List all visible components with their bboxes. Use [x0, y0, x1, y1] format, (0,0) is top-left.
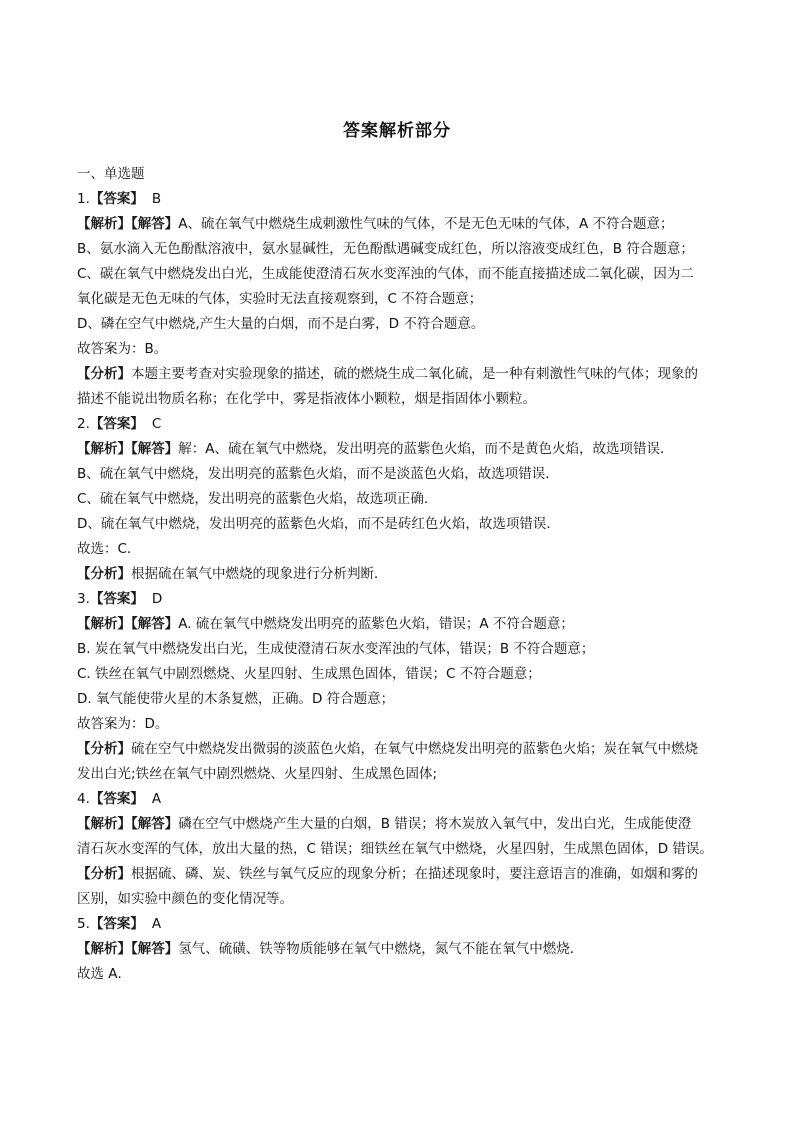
analysis-text: A. 硫在氧气中燃烧发出明亮的蓝紫色火焰，错误；A 不符合题意； — [178, 616, 574, 632]
analysis-line — [77, 937, 717, 962]
analysis-line — [77, 437, 717, 462]
fenxi-line — [77, 362, 717, 387]
fenxi-text: 发出白光;铁丝在氧气中剧烈燃烧、火星四射、生成黑色固体; — [77, 766, 438, 782]
question-2 — [77, 412, 717, 587]
answer-line — [77, 187, 717, 212]
answer-line — [77, 787, 717, 812]
fenxi-tag: 【分析】 — [77, 741, 131, 757]
fenxi-text: 硫在空气中燃烧发出微弱的淡蓝色火焰，在氧气中燃烧发出明亮的蓝紫色火焰；炭在氧气中燃烧 — [131, 741, 698, 757]
answer-value: D — [151, 591, 163, 607]
question-5 — [77, 912, 717, 987]
analysis-tag: 【解析】 — [77, 216, 131, 232]
answer-tag: 【答案】 — [89, 191, 144, 207]
analysis-text: A、硫在氧气中燃烧生成刺激性气味的气体，不是无色无味的气体，A 不符合题意； — [178, 216, 674, 232]
analysis-text: B、硫在氧气中燃烧，发出明亮的蓝紫色火焰，而不是淡蓝色火焰，故选项错误． — [77, 466, 559, 482]
fenxi-text: 根据硫、磷、炭、铁丝与氧气反应的现象分析；在描述现象时，要注意语言的准确，如烟和雾的 — [131, 866, 698, 882]
analysis-text: 清石灰水变浑的气体，放出大量的热，C 错误；细铁丝在氧气中燃烧，火星四射，生成黑色固体，D 错误。 — [77, 841, 713, 857]
section-heading: 一、单选题 — [77, 166, 145, 182]
fenxi-text: 本题主要考查对实验现象的描述，硫的燃烧生成二氧化硫，是一种有刺激性气味的气体；现象的 — [131, 366, 698, 382]
question-3 — [77, 587, 717, 787]
analysis-text: B、氨水滴入无色酚酞溶液中，氨水显碱性，无色酚酞遇碱变成红色，所以溶液变成红色，B 符合题意； — [77, 241, 694, 257]
answer-content — [77, 162, 717, 987]
answer-line — [77, 912, 717, 937]
question-4 — [77, 787, 717, 912]
analysis-text: 解：A、硫在氧气中燃烧，发出明亮的蓝紫色火焰，而不是黄色火焰，故选项错误． — [178, 441, 674, 457]
analysis-line — [77, 612, 717, 637]
solution-tag: 【解答】 — [131, 816, 179, 832]
analysis-text: B. 炭在氧气中燃烧发出白光，生成使澄清石灰水变浑浊的气体，错误；B 不符合题意； — [77, 641, 595, 657]
analysis-line — [77, 212, 717, 237]
fenxi-tag: 【分析】 — [77, 866, 131, 882]
analysis-text: C、硫在氧气中燃烧，发出明亮的蓝紫色火焰，故选项正确． — [77, 491, 438, 507]
analysis-text: 磷在空气中燃烧产生大量的白烟，B 错误；将木炭放入氧气中，发出白光，生成能使澄 — [178, 816, 692, 832]
analysis-text: D、硫在氧气中燃烧，发出明亮的蓝紫色火焰，而不是砖红色火焰，故选项错误． — [77, 516, 560, 532]
question-number: 2. — [77, 416, 90, 432]
analysis-text: C、碳在氧气中燃烧发出白光，生成能使澄清石灰水变浑浊的气体，而不能直接描述成二氧化碳，因为二 — [77, 266, 694, 282]
answer-tag: 【答案】 — [89, 591, 144, 607]
fenxi-line — [77, 862, 717, 887]
answer-line — [77, 412, 717, 437]
conclusion-text: 故答案为：B。 — [77, 341, 168, 357]
solution-tag: 【解答】 — [131, 616, 179, 632]
solution-tag: 【解答】 — [131, 941, 179, 957]
question-1 — [77, 187, 717, 412]
answer-tag: 【答案】 — [89, 916, 144, 932]
fenxi-tag: 【分析】 — [77, 366, 131, 382]
analysis-tag: 【解析】 — [77, 816, 131, 832]
answer-value: B — [151, 191, 162, 207]
analysis-line — [77, 812, 717, 837]
answer-tag: 【答案】 — [89, 791, 144, 807]
analysis-text: 氧化碳是无色无味的气体，实验时无法直接观察到，C 不符合题意； — [77, 291, 483, 307]
question-number: 4. — [77, 791, 90, 807]
analysis-text: D、磷在空气中燃烧,产生大量的白烟，而不是白雾，D 不符合题意。 — [77, 316, 485, 332]
conclusion-text: 故答案为：D。 — [77, 716, 169, 732]
analysis-text: C. 铁丝在氧气中剧烈燃烧、火星四射、生成黑色固体，错误；C 不符合题意； — [77, 666, 541, 682]
analysis-tag: 【解析】 — [77, 941, 131, 957]
fenxi-text: 区别，如实验中颜色的变化情况等。 — [77, 891, 293, 907]
page-title: 答案解析部分 — [343, 121, 451, 141]
solution-tag: 【解答】 — [131, 216, 179, 232]
answer-value: C — [151, 416, 162, 432]
answer-line — [77, 587, 717, 612]
analysis-text: D. 氧气能使带火星的木条复燃，正确。D 符合题意； — [77, 691, 395, 707]
question-number: 5. — [77, 916, 90, 932]
answer-value: A — [151, 916, 162, 932]
fenxi-line — [77, 737, 717, 762]
question-number: 1. — [77, 191, 90, 207]
question-number: 3. — [77, 591, 90, 607]
solution-tag: 【解答】 — [131, 441, 179, 457]
conclusion-text: 故选 A． — [77, 966, 132, 982]
answer-tag: 【答案】 — [89, 416, 144, 432]
fenxi-tag: 【分析】 — [77, 566, 131, 582]
analysis-text: 氢气、硫磺、铁等物质能够在氧气中燃烧，氮气不能在氧气中燃烧． — [178, 941, 584, 957]
fenxi-text: 根据硫在氧气中燃烧的现象进行分析判断． — [131, 566, 388, 582]
fenxi-line — [77, 562, 717, 587]
analysis-tag: 【解析】 — [77, 441, 131, 457]
conclusion-text: 故选：C． — [77, 541, 141, 557]
analysis-tag: 【解析】 — [77, 616, 131, 632]
answer-value: A — [151, 791, 162, 807]
fenxi-text: 描述不能说出物质名称；在化学中，雾是指液体小颗粒，烟是指固体小颗粒。 — [77, 391, 536, 407]
